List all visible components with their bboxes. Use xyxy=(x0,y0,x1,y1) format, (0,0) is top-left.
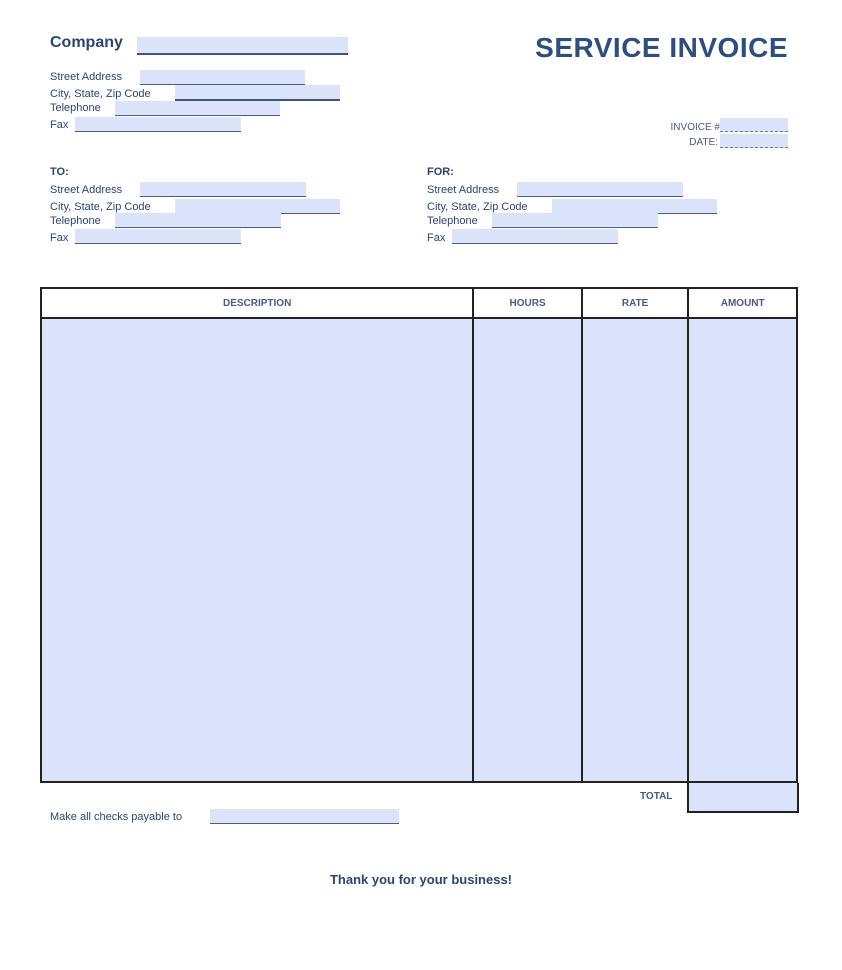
total-label: TOTAL xyxy=(640,791,673,802)
sender-fax-field[interactable] xyxy=(75,117,241,132)
to-street-field[interactable] xyxy=(140,182,306,197)
sender-city-field[interactable] xyxy=(175,85,340,101)
sender-street-label: Street Address xyxy=(50,71,123,83)
to-fax-field[interactable] xyxy=(75,229,241,244)
line-items-table xyxy=(40,287,798,783)
to-city-field[interactable] xyxy=(175,199,340,214)
sender-city-label: City, State, Zip Code xyxy=(50,88,151,100)
to-heading: TO: xyxy=(50,166,69,178)
column-header-rate: RATE xyxy=(582,288,689,318)
payable-to-field[interactable] xyxy=(210,809,399,824)
to-telephone-field[interactable] xyxy=(115,213,281,228)
for-city-label: City, State, Zip Code xyxy=(427,201,528,213)
invoice-number-field[interactable] xyxy=(720,118,788,132)
to-telephone-label: Telephone xyxy=(50,215,101,227)
hours-field[interactable] xyxy=(473,318,582,782)
for-telephone-label: Telephone xyxy=(427,215,478,227)
for-street-label: Street Address xyxy=(427,184,500,196)
for-heading: FOR: xyxy=(427,166,454,178)
for-fax-label: Fax xyxy=(427,232,446,244)
thank-you-message: Thank you for your business! xyxy=(329,872,513,887)
invoice-number-label: INVOICE # xyxy=(670,122,720,133)
invoice-title: SERVICE INVOICE xyxy=(535,32,788,63)
company-label: Company xyxy=(50,34,123,51)
sender-telephone-label: Telephone xyxy=(50,102,101,114)
sender-street-field[interactable] xyxy=(140,70,305,85)
date-field[interactable] xyxy=(720,134,788,148)
column-header-hours: HOURS xyxy=(473,288,582,318)
for-telephone-field[interactable] xyxy=(492,213,658,228)
description-field[interactable] xyxy=(41,318,473,782)
sender-fax-label: Fax xyxy=(50,119,69,131)
for-street-field[interactable] xyxy=(517,182,683,197)
column-header-amount: AMOUNT xyxy=(688,288,797,318)
company-name-field[interactable] xyxy=(137,37,348,55)
to-street-label: Street Address xyxy=(50,184,123,196)
column-header-description: DESCRIPTION xyxy=(41,288,473,318)
date-label: DATE: xyxy=(689,137,718,148)
amount-field[interactable] xyxy=(688,318,797,782)
to-fax-label: Fax xyxy=(50,232,69,244)
to-city-label: City, State, Zip Code xyxy=(50,201,151,213)
total-field[interactable] xyxy=(687,783,799,813)
for-city-field[interactable] xyxy=(552,199,717,214)
rate-field[interactable] xyxy=(582,318,689,782)
payable-to-label: Make all checks payable to xyxy=(50,811,183,823)
for-fax-field[interactable] xyxy=(452,229,618,244)
sender-telephone-field[interactable] xyxy=(115,101,280,116)
